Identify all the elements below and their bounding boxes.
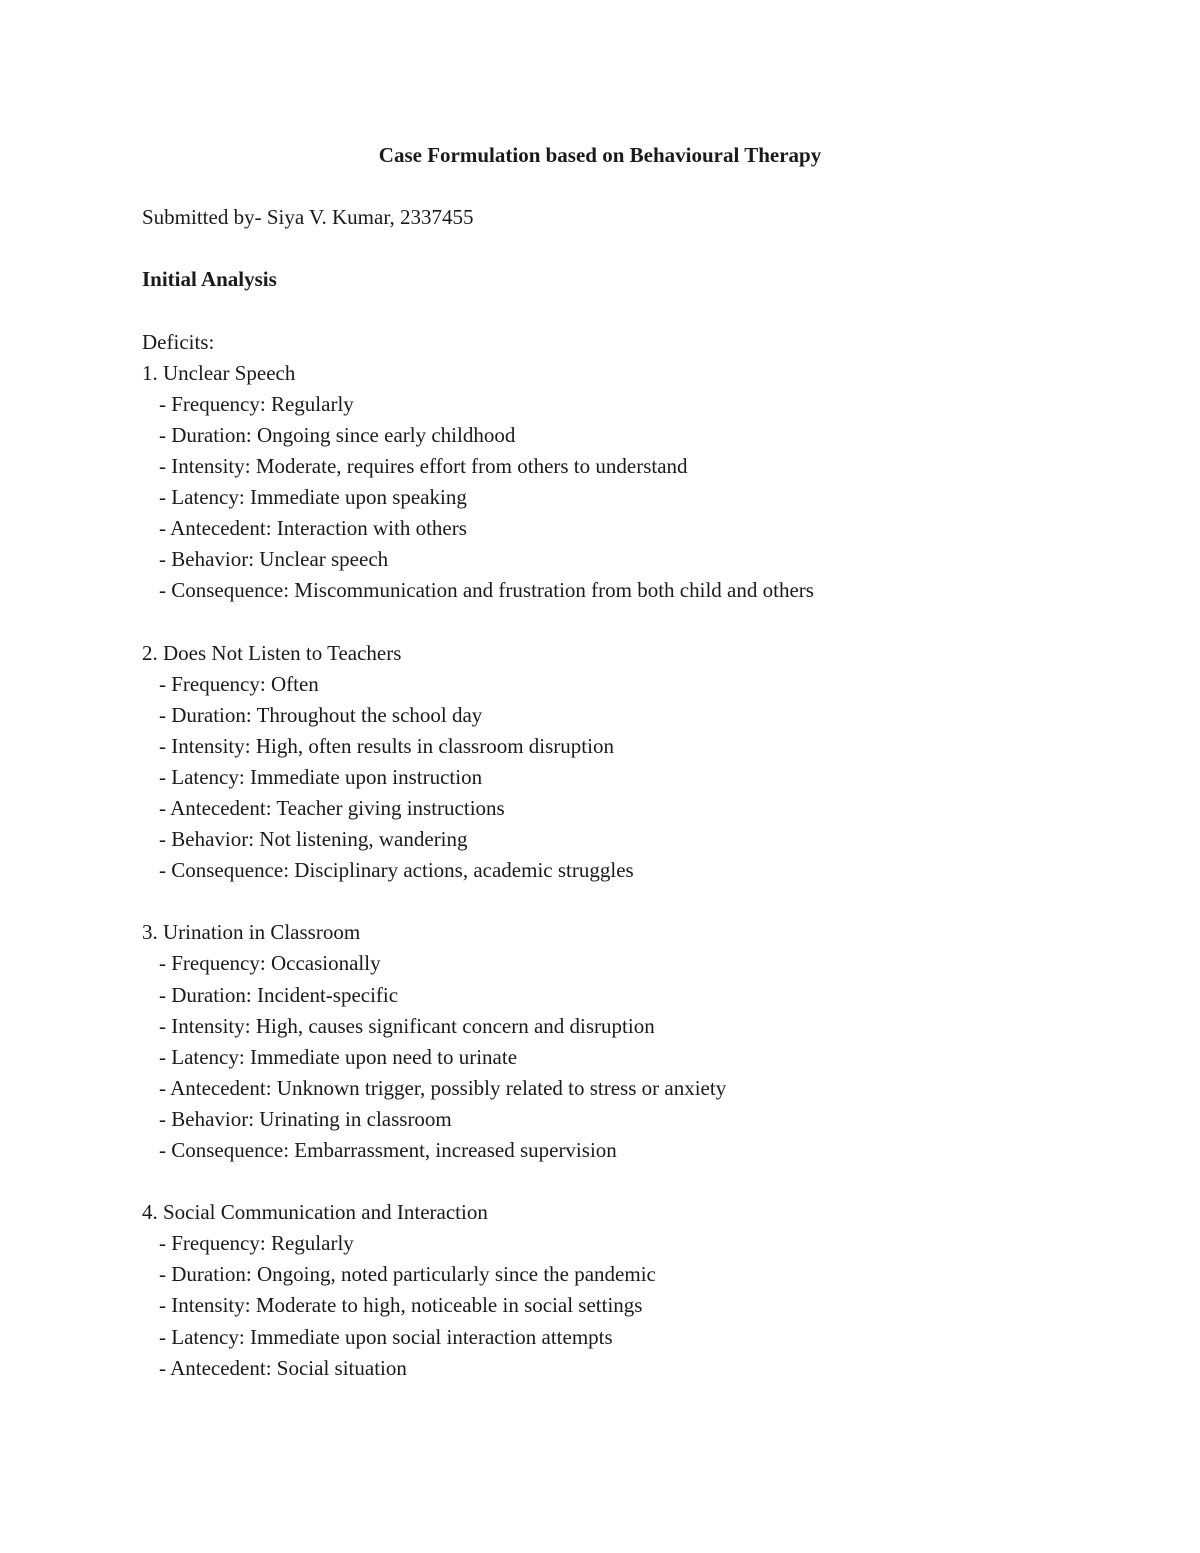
- deficits-label: Deficits:: [142, 329, 215, 354]
- deficit-attribute: - Consequence: Miscommunication and frustration from both child and others: [159, 578, 814, 603]
- deficit-attribute: - Latency: Immediate upon need to urinate: [159, 1044, 518, 1069]
- document-content: [142, 140, 1062, 1384]
- deficit-attribute: - Latency: Immediate upon social interaction attempts: [159, 1324, 613, 1349]
- deficit-attribute: - Latency: Immediate upon speaking: [159, 485, 467, 510]
- deficit-attribute: - Behavior: Unclear speech: [159, 547, 389, 572]
- deficit-attribute: - Duration: Ongoing, noted particularly since the pandemic: [159, 1262, 656, 1287]
- deficit-attribute: - Latency: Immediate upon instruction: [159, 764, 483, 789]
- deficit-attribute: - Frequency: Occasionally: [159, 951, 381, 976]
- deficit-attribute: - Frequency: Often: [159, 671, 319, 696]
- deficit-block: [142, 358, 1062, 607]
- deficits-list: [142, 358, 1062, 1384]
- deficit-attribute: - Frequency: Regularly: [159, 1231, 354, 1256]
- deficit-attribute: - Consequence: Embarrassment, increased supervision: [159, 1138, 617, 1162]
- deficit-attribute: - Frequency: Regularly: [159, 391, 354, 416]
- deficit-attribute: - Duration: Throughout the school day: [159, 702, 483, 727]
- deficit-attribute: - Intensity: High, often results in classroom disruption: [159, 733, 614, 758]
- section-heading: Initial Analysis: [142, 267, 277, 292]
- deficit-attribute: - Consequence: Disciplinary actions, academic struggles: [159, 858, 634, 883]
- deficit-attribute: - Behavior: Not listening, wandering: [159, 827, 468, 852]
- deficit-attribute: - Antecedent: Social situation: [159, 1355, 407, 1380]
- deficit-block: [142, 638, 1062, 887]
- deficit-heading: 4. Social Communication and Interaction: [142, 1200, 488, 1225]
- deficit-attribute: - Duration: Incident-specific: [159, 982, 399, 1007]
- submitted-by: Submitted by- Siya V. Kumar, 2337455: [142, 205, 474, 230]
- deficit-attribute: - Antecedent: Interaction with others: [159, 516, 467, 541]
- deficit-heading: 2. Does Not Listen to Teachers: [142, 640, 402, 665]
- deficit-attribute: - Behavior: Urinating in classroom: [159, 1106, 452, 1131]
- deficit-attribute: - Intensity: Moderate, requires effort from others to understand: [159, 453, 688, 478]
- document-title: Case Formulation based on Behavioural Therapy: [378, 143, 822, 167]
- deficit-block: [142, 1197, 1062, 1384]
- deficit-attribute: - Intensity: High, causes significant concern and disruption: [159, 1013, 655, 1038]
- deficit-attribute: - Intensity: Moderate to high, noticeable in social settings: [159, 1293, 643, 1318]
- deficit-attribute: - Duration: Ongoing since early childhood: [159, 422, 516, 447]
- deficit-attribute: - Antecedent: Teacher giving instructions: [159, 795, 505, 820]
- deficit-heading: 3. Urination in Classroom: [142, 920, 361, 945]
- deficit-block: [142, 917, 1062, 1166]
- deficit-heading: 1. Unclear Speech: [142, 360, 296, 385]
- deficit-attribute: - Antecedent: Unknown trigger, possibly related to stress or anxiety: [159, 1075, 727, 1100]
